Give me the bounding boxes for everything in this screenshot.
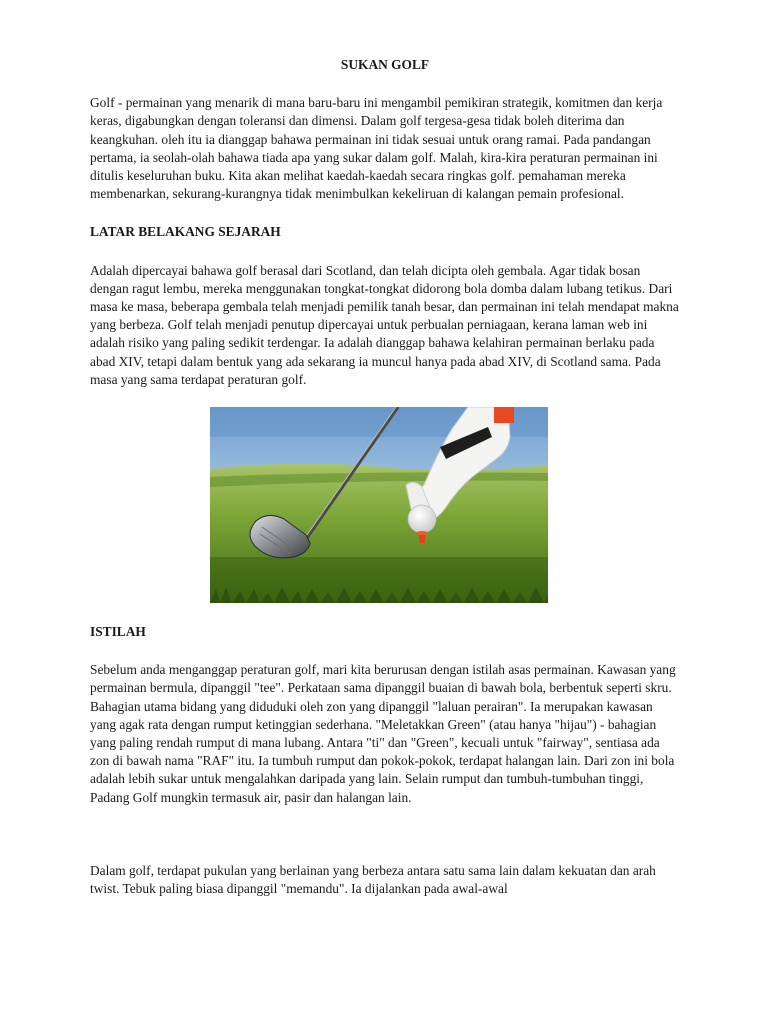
document-page [90,56,680,898]
golf-club-glove-illustration [210,407,548,603]
closing-paragraph: Dalam golf, terdapat pukulan yang berlainan yang berbeza antara satu sama lain dalam kekuatan dan arah twist. Tebuk paling biasa dipanggil "memandu". Ia dijalankan pada awal-awal [90,862,656,897]
history-paragraph: Adalah dipercayai bahawa golf berasal dari Scotland, dan telah dicipta oleh gembala. Agar tidak bosan dengan ragut lembu, mereka menggunakan tongkat-tongkat didorong bola domba dalam lubang tetikus. Dari masa ke masa, beberapa gembala telah menjadi pemilik tanah besar, dan permainan ini telah mendapat makna yang berbeza. Golf telah menjadi penutup dipercayai untuk perbualan perniagaan, kerana laman web ini adalah risiko yang paling sedikit terdengar. Ia adalah dianggap bahawa kelahiran permainan berlaku pada abad XIV, tetapi dalam bentuk yang ada sekarang ia muncul hanya pada abad XIV, di Scotland sama. Pada masa yang sama terdapat peraturan golf. [90,262,679,387]
intro-paragraph: Golf - permainan yang menarik di mana baru-baru ini mengambil pemikiran strategik, komitmen dan kerja keras, digabungkan dengan toleransi dan dimensi. Dalam golf tergesa-gesa tidak boleh diterima dan keangkuhan. oleh itu ia dianggap bahawa permainan ini tidak sesuai untuk orang ramai. Pada pandangan pertama, ia seolah-olah bahawa tiada apa yang sukar dalam golf. Malah, kira-kira peraturan permainan ini ditulis keseluruhan buku. Kita akan melihat kaedah-kaedah secara ringkas golf. pemahaman mereka membenarkan, sekurang-kurangnya tidak menimbulkan kekeliruan di kalangan pemain profesional. [90,95,663,202]
section-heading-history: LATAR BELAKANG SEJARAH [90,224,281,240]
section-heading-terms: ISTILAH [90,624,146,640]
document-title: SUKAN GOLF [340,57,430,72]
terms-paragraph: Sebelum anda menganggap peraturan golf, mari kita berurusan dengan istilah asas permainan. Kawasan yang permainan bermula, dipanggil "tee". Perkataan sama dipanggil buaian di bawah bola, berbentuk seperti skru. Bahagian utama bidang yang diduduki oleh zon yang dipanggil "laluan perairan". Ia merupakan kawasan yang agak rata dengan rumput ketinggian sederhana. "Meletakkan Green" (atau hanya "hijau") - bahagian yang paling rendah rumput di mana lubang. Antara "ti" dan "Green", kecuali untuk "fairway", sentiasa ada zon di bawah nama "RAF" itu. Ia tumbuh rumput dan pokok-pokok, terdapat halangan lain. Dari zon ini bola adalah lebih sukar untuk mengalahkan daripada yang lain. Selain rumput dan tumbuh-tumbuhan tinggi, Padang Golf mungkin termasuk air, pasir dan halangan lain. [90,662,676,805]
golf-photo [210,407,548,603]
